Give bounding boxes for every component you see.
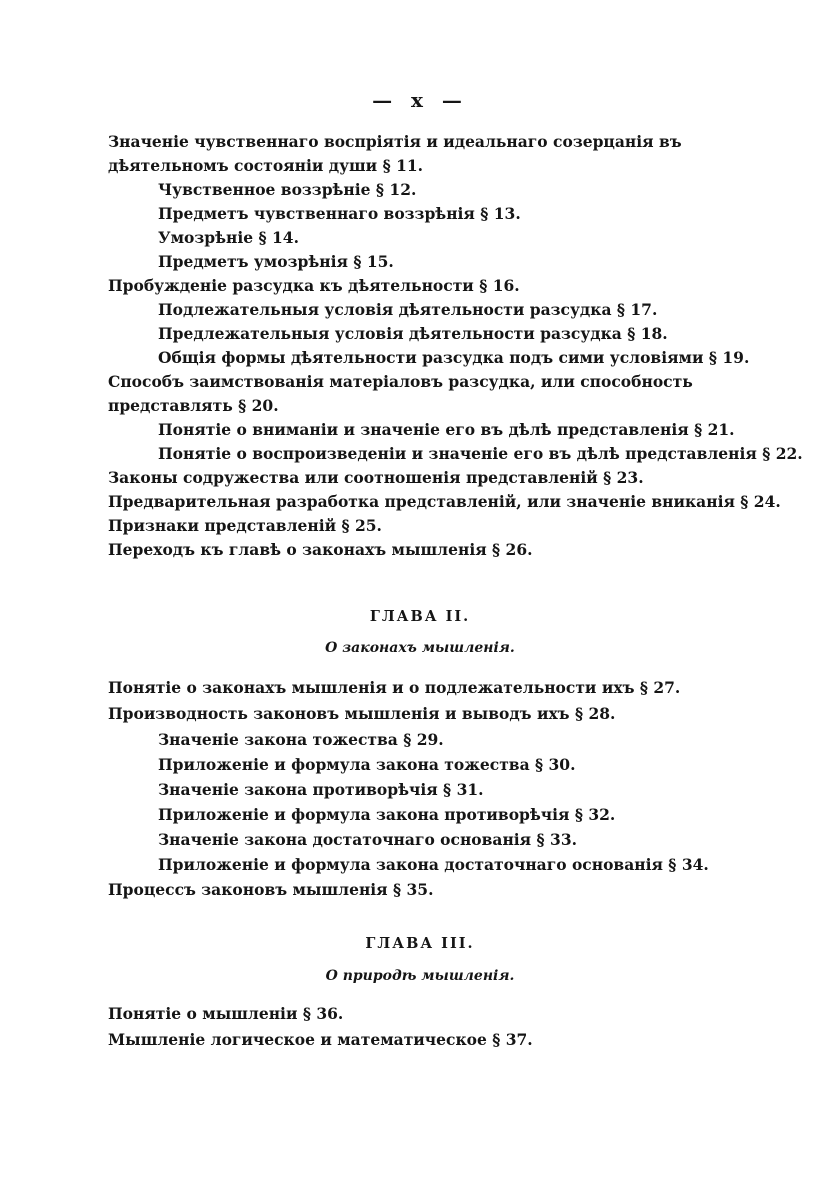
chapter-2-subtitle: О законахъ мышленія. [325,640,515,656]
chapter-3-title: ГЛАВА III. [365,935,475,952]
toc-entry: Мышленіе логическое и математическое § 37. [108,1030,533,1049]
toc-entry: Приложеніе и формула закона противорѣчія § 32. [158,805,616,824]
toc-entry: Пробужденіе разсудка къ дѣятельности § 16. [108,276,520,295]
toc-entry: Значеніе закона тожества § 29. [158,730,444,749]
toc-entry: Умозрѣніе § 14. [158,228,299,247]
toc-entry: Значеніе чувственнаго воспріятія и идеальнаго созерцанія въ дѣятельномъ состояніи души § 11. [108,132,682,175]
toc-entry: Производность законовъ мышленія и выводъ ихъ § 28. [108,704,616,723]
toc-entry: Подлежательныя условія дѣятельности разсудка § 17. [158,300,658,319]
toc-entry: Предметъ умозрѣнія § 15. [158,252,394,271]
toc-entry: Законы содружества или соотношенія представленій § 23. [108,468,644,487]
toc-entry: Переходъ къ главѣ о законахъ мышленія § 26. [108,540,533,559]
toc-entry: Приложеніе и формула закона тожества § 30. [158,755,576,774]
chapter-3-subtitle: О природѣ мышленія. [325,968,515,984]
chapter-2-title: ГЛАВА II. [369,608,471,625]
toc-entry: Значеніе закона достаточнаго основанія § 33. [158,830,577,849]
toc-entry: Понятіе о воспроизведеніи и значеніе его въ дѣлѣ представленія § 22. [158,444,803,463]
toc-entry: Предлежательныя условія дѣятельности разсудка § 18. [158,324,668,343]
toc-entry: Предметъ чувственнаго воззрѣнія § 13. [158,204,521,223]
toc-entry: Общія формы дѣятельности разсудка подъ сими условіями § 19. [158,348,750,367]
toc-entry: Понятіе о законахъ мышленія и о подлежательности ихъ § 27. [108,678,681,697]
toc-entry: Понятіе о вниманіи и значеніе его въ дѣлѣ представленія § 21. [158,420,735,439]
toc-entry: Процессъ законовъ мышленія § 35. [108,880,434,899]
toc-entry: Чувственное воззрѣніе § 12. [158,180,417,199]
toc-entry: Признаки представленій § 25. [108,516,382,535]
toc-entry: Понятіе о мышленіи § 36. [108,1004,344,1023]
toc-entry: Значеніе закона противорѣчія § 31. [158,780,484,799]
toc-entry: Предварительная разработка представленій, или значеніе вниканія § 24. [108,492,781,511]
page-number-header: — x — [372,88,468,112]
toc-entry: Приложеніе и формула закона достаточнаго основанія § 34. [158,855,709,874]
toc-entry: Способъ заимствованія матеріаловъ разсудка, или способность представлять § 20. [108,372,693,415]
